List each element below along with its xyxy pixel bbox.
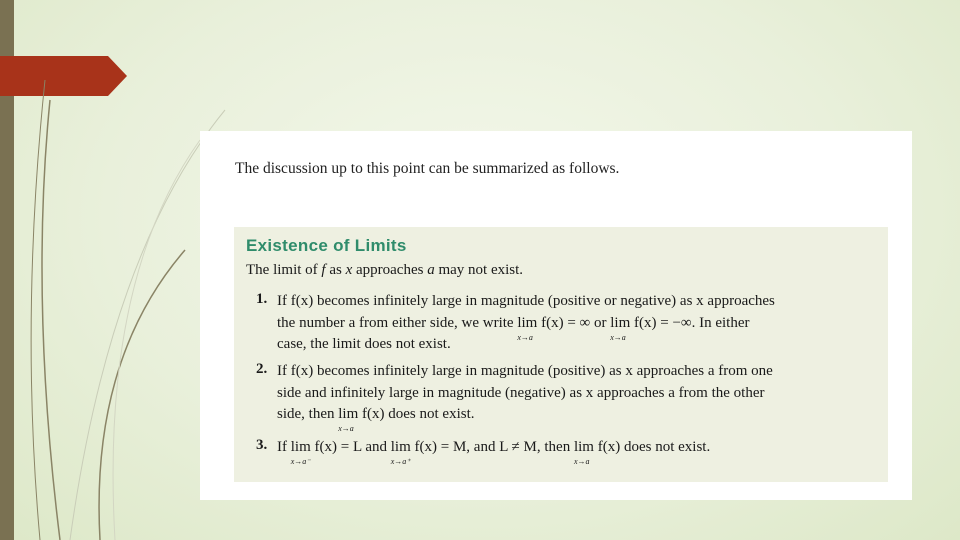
item-1-line-2: the number a from either side, we write lim x→a f(x) = ∞ or lim x→a f(x) = −∞. In either (277, 315, 750, 342)
box-subtitle: The limit of f as x approaches a may not exist. (246, 262, 524, 278)
intro-text: The discussion up to this point can be summarized as follows. (235, 160, 620, 177)
item-2-line-1: If f(x) becomes infinitely large in magnitude (positive) as x approaches a from one (277, 363, 773, 379)
item-2-number: 2. (256, 361, 268, 377)
box-title: Existence of Limits (246, 236, 407, 255)
item-3-line-1: If lim x→a⁻ f(x) = L and lim x→a⁺ f(x) = M, and L ≠ M, then lim x→a f(x) does not exist. (277, 439, 711, 466)
item-2-line-3: side, then lim x→a f(x) does not exist. (277, 406, 475, 433)
item-1-line-1: If f(x) becomes infinitely large in magnitude (positive or negative) as x approaches (277, 293, 775, 309)
item-1-number: 1. (256, 291, 268, 307)
item-1-line-3: case, the limit does not exist. (277, 336, 451, 352)
item-3-number: 3. (256, 437, 268, 453)
item-2-line-2: side and infinitely large in magnitude (negative) as x approaches a from the other (277, 385, 765, 401)
